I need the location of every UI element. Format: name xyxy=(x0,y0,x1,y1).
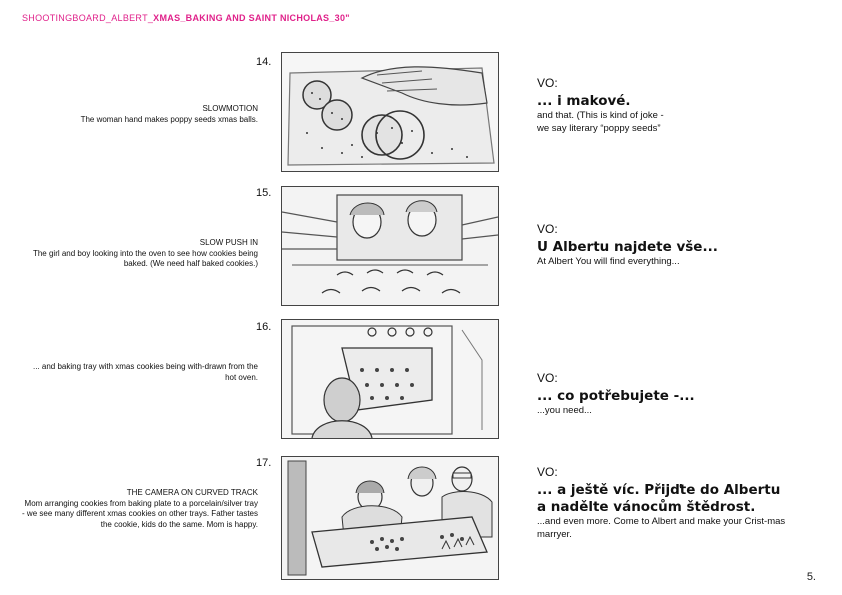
scene-description-block xyxy=(20,488,258,530)
vo-label: VO: xyxy=(537,76,558,90)
voiceover-block xyxy=(537,371,797,418)
vo-czech-text: ... i makové. xyxy=(537,93,631,109)
sketch-kids-at-oven xyxy=(282,187,498,305)
document-header xyxy=(22,13,350,23)
sketch-poppy-seed-balls xyxy=(282,53,498,171)
scene-title: SLOW PUSH IN xyxy=(199,238,258,247)
header-prefix: SHOOTINGBOARD_ALBERT_ xyxy=(22,13,154,23)
storyboard-frame xyxy=(281,456,499,580)
scene-description: Mom arranging cookies from baking plate to a porcelain/silver tray - we see many different xmas cookies on other trays. Father tastes the cookie, kids do the same. Mom is happy. xyxy=(22,498,258,529)
storyboard-frame xyxy=(281,52,499,172)
vo-label: VO: xyxy=(537,465,558,479)
vo-czech-text: ... a ještě víc. Přijďte do Albertu a nadělte vánocům štědrost. xyxy=(537,482,781,515)
scene-number: 17. xyxy=(256,457,272,469)
page-number: 5. xyxy=(806,571,816,583)
vo-label: VO: xyxy=(537,371,558,385)
vo-label: VO: xyxy=(537,222,558,236)
scene-title: SLOWMOTION xyxy=(202,104,258,113)
vo-english-text: ...and even more. Come to Albert and make your Crist-mas marryer. xyxy=(537,516,786,540)
vo-czech-text: U Albertu najdete vše... xyxy=(537,239,718,255)
voiceover-block xyxy=(537,465,797,541)
sketch-family-with-cookies xyxy=(282,457,498,579)
vo-english-text: At Albert You will find everything... xyxy=(537,256,680,267)
voiceover-block xyxy=(537,222,797,269)
vo-english-text: and that. (This is kind of joke - we say literary “poppy seeds” xyxy=(537,110,664,134)
scene-title: THE CAMERA ON CURVED TRACK xyxy=(126,488,258,497)
scene-number: 16. xyxy=(256,321,272,333)
sketch-tray-from-oven xyxy=(282,320,498,438)
scene-description: The woman hand makes poppy seeds xmas balls. xyxy=(80,114,258,124)
scene-number: 14. xyxy=(256,56,272,68)
header-title: XMAS_BAKING AND SAINT NICHOLAS_30" xyxy=(153,13,350,23)
scene-description-block xyxy=(20,238,258,270)
voiceover-block xyxy=(537,76,797,135)
scene-description: ... and baking tray with xmas cookies being with-drawn from the hot oven. xyxy=(33,362,258,382)
vo-czech-text: ... co potřebujete -... xyxy=(537,388,695,404)
scene-number: 15. xyxy=(256,187,272,199)
scene-description-block xyxy=(20,104,258,125)
vo-english-text: ...you need... xyxy=(537,405,592,416)
scene-description: The girl and boy looking into the oven to see how cookies being baked. (We need half baked cookies.) xyxy=(32,248,258,268)
storyboard-frame xyxy=(281,319,499,439)
storyboard-frame xyxy=(281,186,499,306)
scene-description-block xyxy=(20,362,258,383)
